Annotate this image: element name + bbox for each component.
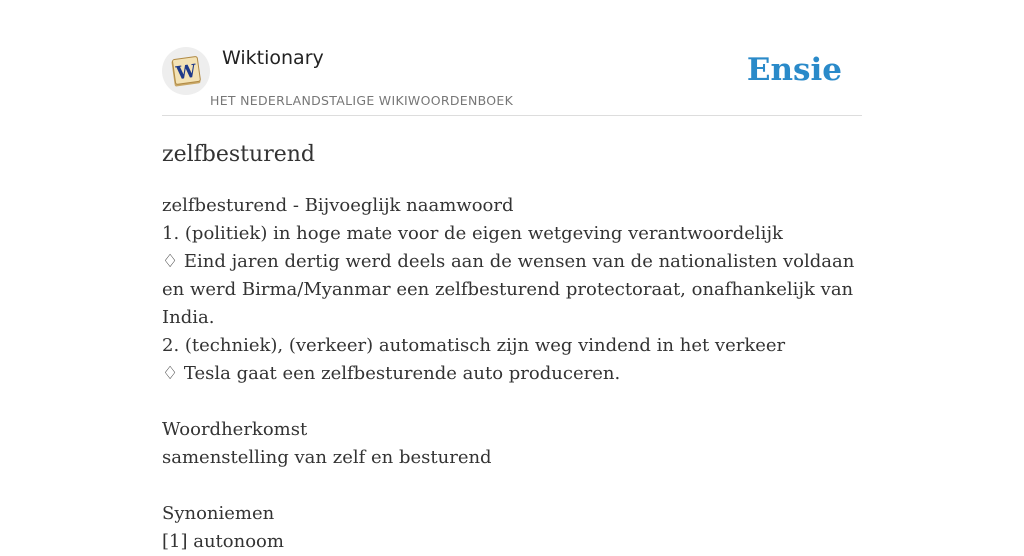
wiktionary-tile-icon: [168, 53, 204, 89]
svg-text:W: W: [174, 60, 198, 85]
site-header: [162, 0, 862, 116]
spacer: [162, 388, 862, 416]
spacer: [162, 472, 862, 500]
page-title: zelfbesturend: [162, 142, 315, 167]
wiktionary-logo-icon[interactable]: [162, 47, 210, 95]
definition-2: 2. (techniek), (verkeer) automatisch zijn weg vindend in het verkeer: [162, 335, 786, 356]
example-1: ♢ Eind jaren dertig werd deels aan de wensen van de nationalisten voldaan en werd Birma/Myanmar een zelfbesturend protectoraat, onafhankelijk van India.: [162, 251, 855, 328]
site-tagline: HET NEDERLANDSTALIGE WIKIWOORDENBOEK: [210, 93, 514, 108]
ensie-brand-link[interactable]: Ensie: [746, 52, 842, 88]
synonym-item: [1] autonoom: [162, 531, 284, 552]
entry-content: [162, 192, 862, 556]
etymology-text: samenstelling van zelf en besturend: [162, 447, 492, 468]
site-name[interactable]: Wiktionary: [222, 47, 324, 69]
example-2: ♢ Tesla gaat een zelfbesturende auto produceren.: [162, 363, 621, 384]
entry-headline: zelfbesturend - Bijvoeglijk naamwoord: [162, 195, 514, 216]
etymology-heading: Woordherkomst: [162, 419, 308, 440]
definition-1: 1. (politiek) in hoge mate voor de eigen wetgeving verantwoordelijk: [162, 223, 783, 244]
synonyms-heading: Synoniemen: [162, 503, 275, 524]
